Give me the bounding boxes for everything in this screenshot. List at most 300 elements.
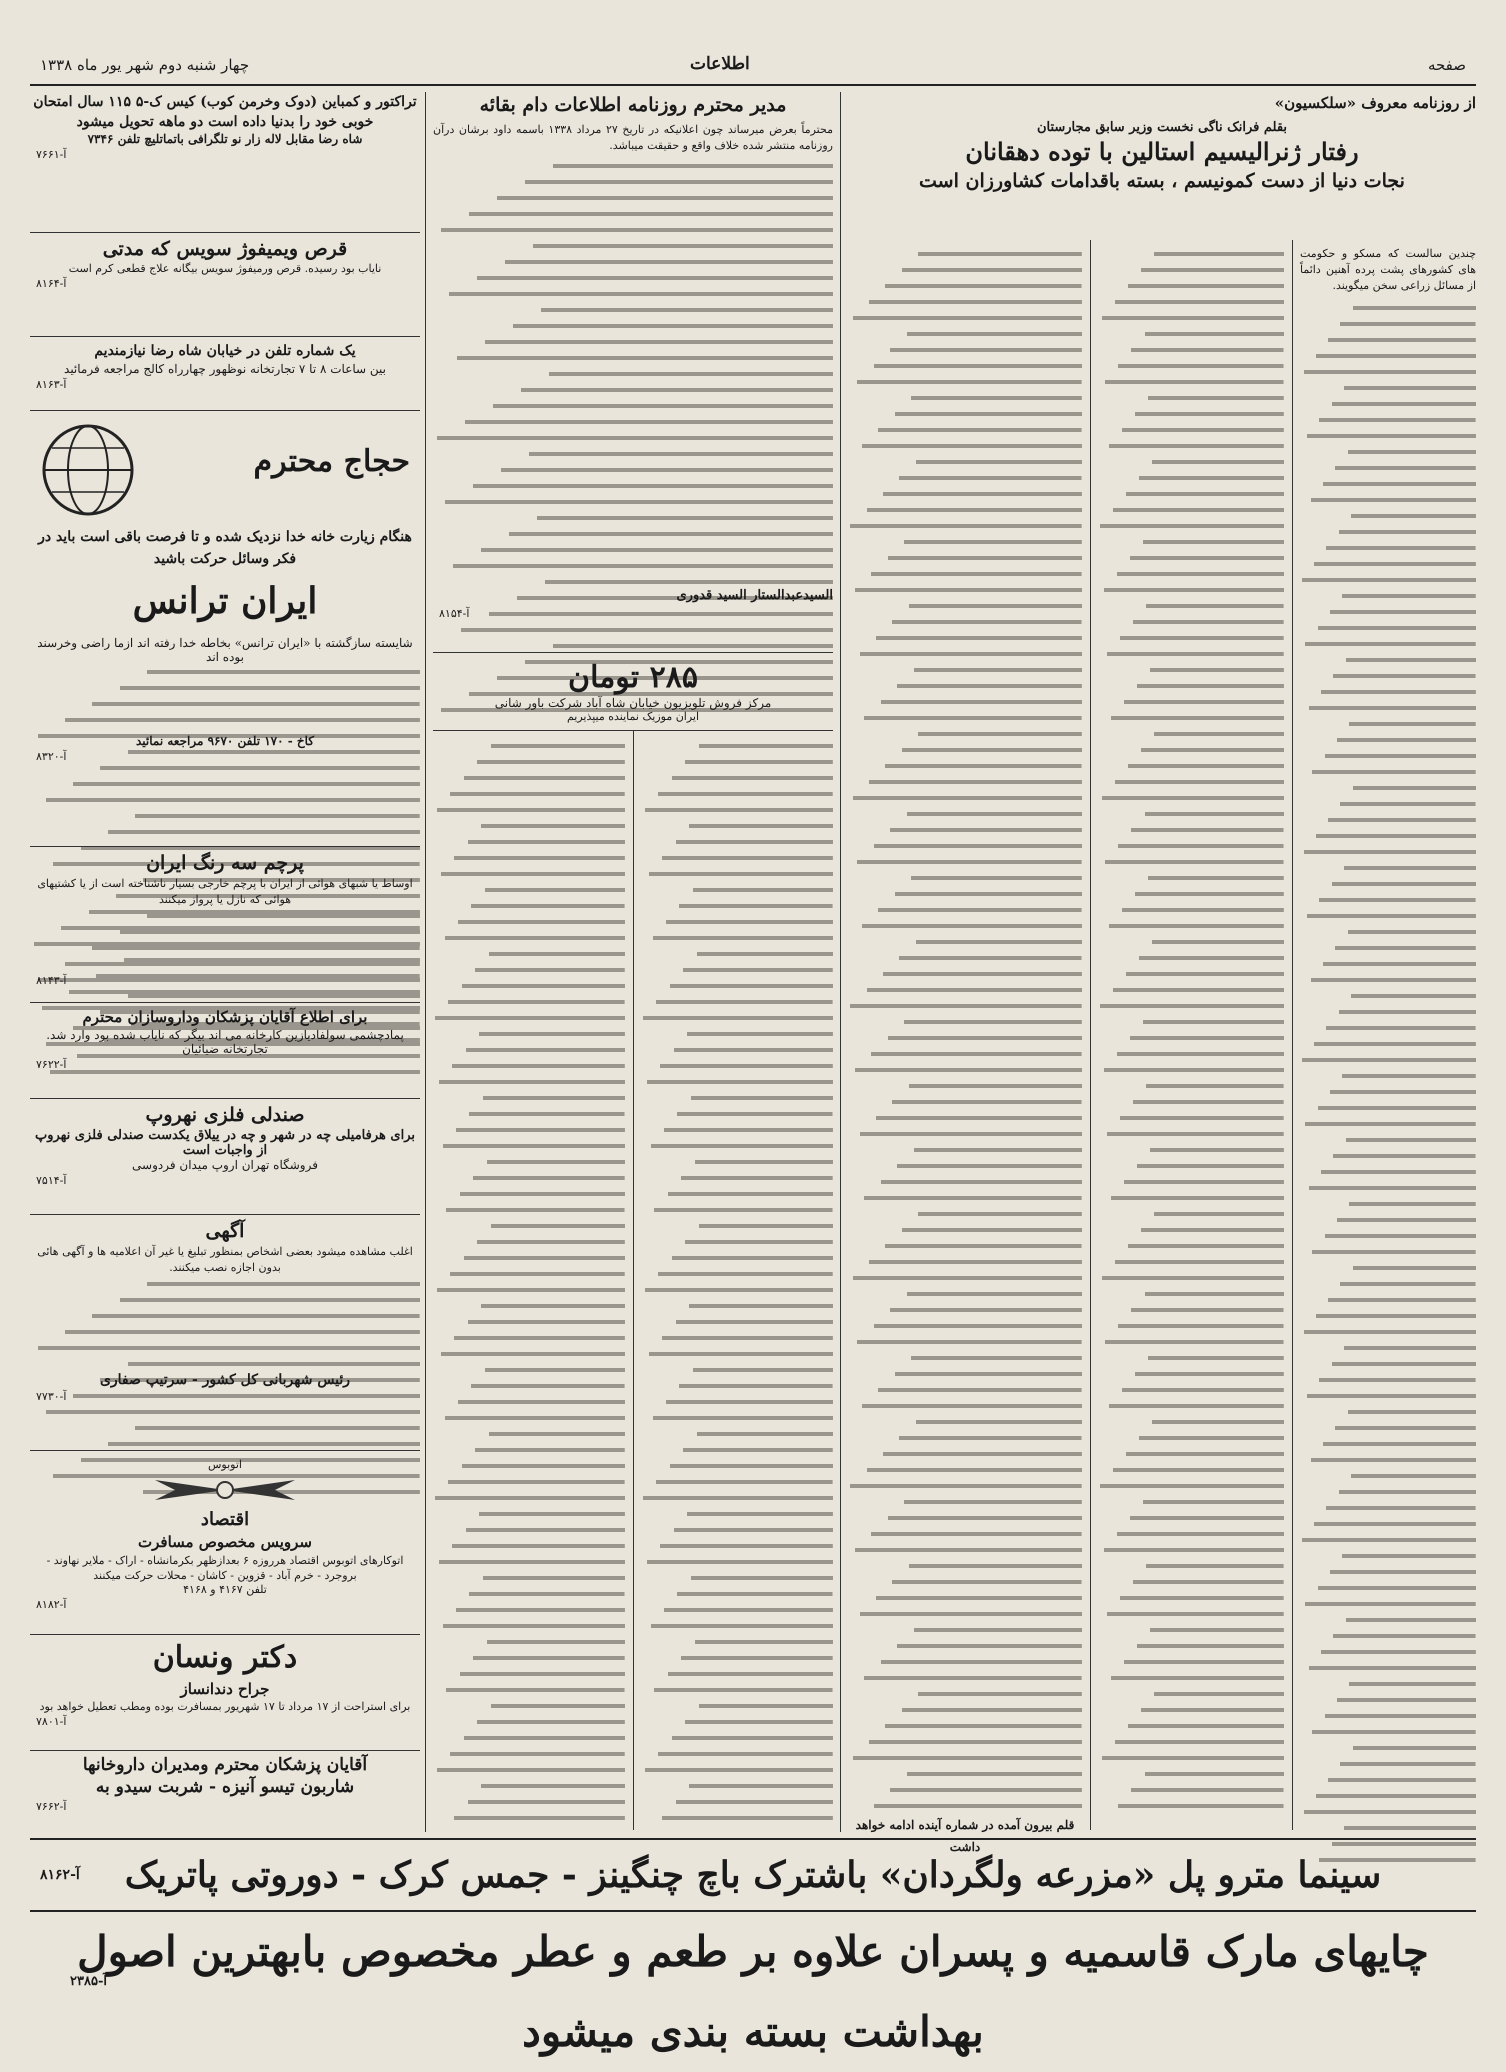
text-line — [433, 1634, 625, 1650]
text-line — [1098, 1078, 1284, 1094]
text-line — [1300, 1820, 1476, 1836]
text-line — [1098, 950, 1284, 966]
text-line — [1098, 742, 1284, 758]
text-line — [848, 790, 1082, 806]
text-line — [1300, 1292, 1476, 1308]
text-line — [848, 774, 1082, 790]
text-line — [848, 406, 1082, 422]
text-line — [1098, 1622, 1284, 1638]
text-line — [1098, 598, 1284, 614]
text-line — [848, 518, 1082, 534]
text-line — [433, 1010, 625, 1026]
text-line — [641, 1026, 833, 1042]
text-line — [1098, 1286, 1284, 1302]
text-line — [641, 1106, 833, 1122]
text-line — [1098, 1302, 1284, 1318]
text-line — [1098, 1126, 1284, 1142]
flag-text-lines — [30, 908, 420, 972]
pill-ad — [30, 236, 420, 336]
text-line — [848, 1766, 1082, 1782]
text-line — [1300, 1580, 1476, 1596]
text-line — [433, 446, 833, 462]
text-line — [1098, 726, 1284, 742]
text-line — [641, 850, 833, 866]
text-line — [1300, 492, 1476, 508]
text-line — [1098, 342, 1284, 358]
flag-ref: آ-۸۱۴۳ — [36, 974, 67, 987]
notice-text-lines — [30, 1276, 420, 1372]
text-line — [848, 838, 1082, 854]
text-line — [848, 742, 1082, 758]
text-line — [1098, 518, 1284, 534]
text-line — [433, 1074, 625, 1090]
text-line — [30, 696, 420, 712]
text-line — [1098, 902, 1284, 918]
syrup-text: شاربون تیسو آنیزه - شربت سیدو به — [95, 1777, 355, 1797]
text-line — [641, 914, 833, 930]
text-line — [848, 342, 1082, 358]
text-line — [1300, 1692, 1476, 1708]
text-line — [1098, 326, 1284, 342]
text-line — [1098, 1238, 1284, 1254]
hajj-subtitle: هنگام زیارت خانه خدا نزدیک شده و تا فرصت باقی است باید در فکر وسائل حرکت باشید — [38, 529, 412, 567]
cinema-ref: آ-۸۱۶۲ — [40, 1867, 80, 1883]
text-line — [1098, 1270, 1284, 1286]
text-line — [1300, 1660, 1476, 1676]
article-column-3 — [848, 246, 1082, 1854]
text-line — [1300, 1452, 1476, 1468]
text-line — [1300, 716, 1476, 732]
text-line — [641, 1490, 833, 1506]
text-line — [1098, 982, 1284, 998]
text-line — [1300, 348, 1476, 364]
dentist-title: دکتر ونسان — [152, 1640, 298, 1675]
text-line — [433, 238, 833, 254]
text-line — [848, 902, 1082, 918]
text-line — [848, 758, 1082, 774]
text-line — [1300, 396, 1476, 412]
text-line — [641, 1426, 833, 1442]
chairs-contact: فروشگاه تهران اروپ میدان فردوسی — [132, 1158, 318, 1172]
phone-ad — [30, 340, 420, 406]
text-line — [1300, 1468, 1476, 1484]
text-line — [433, 1474, 625, 1490]
article-text-lines — [1098, 246, 1284, 1814]
text-line — [1098, 1718, 1284, 1734]
text-line — [848, 310, 1082, 326]
section-rule — [30, 1002, 420, 1003]
text-line — [433, 1794, 625, 1810]
text-line — [1300, 556, 1476, 572]
text-line — [433, 1618, 625, 1634]
text-line — [641, 1778, 833, 1794]
text-line — [30, 940, 420, 956]
text-line — [1300, 1244, 1476, 1260]
text-line — [433, 1186, 625, 1202]
text-line — [1300, 1804, 1476, 1820]
syrup-ad — [30, 1754, 420, 1834]
text-line — [848, 1702, 1082, 1718]
text-line — [1300, 1260, 1476, 1276]
text-line — [641, 930, 833, 946]
text-line — [433, 478, 833, 494]
text-line — [433, 1666, 625, 1682]
flag-text: اوساط یا شبهای هوائی از ایران با پرچم خارجی بسیار ناشناخته است از یا کشتیهای هوائی که نازل یا پرواز میکنند — [37, 877, 413, 906]
text-line — [848, 1062, 1082, 1078]
text-line — [433, 366, 833, 382]
text-line — [1098, 1558, 1284, 1574]
text-line — [1098, 1430, 1284, 1446]
text-line — [1098, 1606, 1284, 1622]
text-line — [30, 1340, 420, 1356]
text-line — [848, 614, 1082, 630]
text-line — [1300, 1500, 1476, 1516]
text-line — [848, 934, 1082, 950]
text-line — [30, 1356, 420, 1372]
text-line — [641, 1346, 833, 1362]
text-line — [641, 1570, 833, 1586]
text-line — [1098, 790, 1284, 806]
text-line — [641, 1602, 833, 1618]
text-line — [641, 1378, 833, 1394]
text-line — [848, 422, 1082, 438]
text-line — [1300, 956, 1476, 972]
text-line — [848, 1638, 1082, 1654]
text-line — [433, 1154, 625, 1170]
text-line — [1300, 1180, 1476, 1196]
text-line — [641, 1538, 833, 1554]
text-line — [1300, 1564, 1476, 1580]
section-rule — [30, 1098, 420, 1099]
text-line — [1098, 358, 1284, 374]
section-rule — [30, 1750, 420, 1751]
text-line — [1098, 1782, 1284, 1798]
text-line — [641, 1634, 833, 1650]
text-line — [1300, 460, 1476, 476]
text-line — [848, 1670, 1082, 1686]
section-rule — [30, 232, 420, 233]
text-line — [1098, 918, 1284, 934]
text-line — [1300, 1116, 1476, 1132]
text-line — [433, 754, 625, 770]
section-rule — [30, 1634, 420, 1635]
text-line — [30, 664, 420, 680]
text-line — [433, 462, 833, 478]
text-line — [641, 1298, 833, 1314]
text-line — [848, 854, 1082, 870]
text-line — [1300, 652, 1476, 668]
text-line — [1098, 1318, 1284, 1334]
text-line — [1098, 998, 1284, 1014]
text-line — [1300, 1308, 1476, 1324]
text-line — [433, 1506, 625, 1522]
text-line — [848, 262, 1082, 278]
text-line — [848, 582, 1082, 598]
text-line — [1098, 1654, 1284, 1670]
text-line — [1098, 374, 1284, 390]
text-line — [641, 1250, 833, 1266]
text-line — [433, 994, 625, 1010]
text-line — [433, 1026, 625, 1042]
doctors-ref: آ-۷۶۲۲ — [36, 1058, 67, 1071]
text-line — [848, 1046, 1082, 1062]
hajj-phone: کاخ - ۱۷۰ تلفن ۹۶۷۰ مراجعه نمائید — [135, 734, 315, 748]
text-line — [641, 1234, 833, 1250]
text-line — [1098, 1174, 1284, 1190]
text-line — [1098, 1750, 1284, 1766]
text-line — [848, 1222, 1082, 1238]
text-line — [1300, 1788, 1476, 1804]
text-line — [1098, 1046, 1284, 1062]
text-line — [848, 550, 1082, 566]
text-line — [1300, 796, 1476, 812]
cinema-banner — [30, 1838, 1476, 1912]
section-rule — [30, 410, 420, 411]
text-line — [641, 1170, 833, 1186]
text-line — [433, 1378, 625, 1394]
text-line — [433, 1202, 625, 1218]
text-line — [433, 978, 625, 994]
text-line — [433, 930, 625, 946]
text-line — [848, 1622, 1082, 1638]
text-line — [433, 1346, 625, 1362]
tractor-text: تراکتور و کمباین (دوک وخرمن کوب) کیس ک-۵ ۱۱۵ سال امتحان خوبی خود را بدنیا داده است دو ماهه تحویل میشود — [33, 94, 417, 130]
travel-ref: آ-۸۱۸۲ — [36, 1598, 67, 1611]
text-line — [848, 1782, 1082, 1798]
text-line — [848, 822, 1082, 838]
text-line — [1098, 1206, 1284, 1222]
text-line — [848, 390, 1082, 406]
hajj-title: حجاج محترم — [253, 444, 410, 479]
text-line — [1300, 844, 1476, 860]
text-line — [433, 222, 833, 238]
text-line — [433, 190, 833, 206]
text-line — [433, 962, 625, 978]
text-line — [1098, 1094, 1284, 1110]
text-line — [1098, 550, 1284, 566]
text-line — [433, 350, 833, 366]
text-line — [641, 1506, 833, 1522]
text-line — [433, 1394, 625, 1410]
text-line — [1300, 1420, 1476, 1436]
doctors-title: برای اطلاع آقایان پزشکان وداروسازان محترم — [82, 1008, 368, 1026]
tractor-contact: شاه رضا مقابل لاله زار نو تلگرافی باتماتلیچ تلفن ۷۳۴۶ — [87, 132, 363, 146]
hajj-brand: ایران ترانس — [132, 580, 318, 622]
text-line — [1098, 1510, 1284, 1526]
text-line — [1098, 1766, 1284, 1782]
text-line — [641, 882, 833, 898]
text-line — [433, 494, 833, 510]
letter-signature: السیدعبدالستار السید قدوری — [676, 588, 833, 603]
tractor-ad — [30, 92, 420, 232]
text-line — [641, 1154, 833, 1170]
text-line — [848, 1430, 1082, 1446]
text-line — [1300, 1644, 1476, 1660]
text-line — [848, 1014, 1082, 1030]
text-line — [641, 738, 833, 754]
text-line — [1098, 678, 1284, 694]
text-line — [641, 1042, 833, 1058]
text-line — [641, 1554, 833, 1570]
text-line — [1300, 476, 1476, 492]
text-line — [1300, 1084, 1476, 1100]
text-line — [1300, 1132, 1476, 1148]
text-line — [641, 802, 833, 818]
text-line — [1300, 412, 1476, 428]
text-line — [433, 1490, 625, 1506]
tea-text: چایهای مارک قاسمیه و پسران علاوه بر طعم و عطر مخصوص بابهترین اصول بهداشت بسته بندی میشود — [77, 1927, 1429, 2056]
letter-column-a — [641, 738, 833, 1830]
article-byline: بقلم فرانک ناگی نخست وزیر سابق مجارستان — [1036, 120, 1288, 135]
text-line — [1098, 1590, 1284, 1606]
text-line — [641, 978, 833, 994]
text-line — [433, 1698, 625, 1714]
text-line — [1098, 1062, 1284, 1078]
text-line — [433, 1058, 625, 1074]
text-line — [1300, 812, 1476, 828]
text-line — [641, 754, 833, 770]
text-line — [641, 1522, 833, 1538]
hajj-text-lines — [30, 664, 420, 734]
text-line — [433, 1586, 625, 1602]
text-line — [848, 1574, 1082, 1590]
text-line — [30, 712, 420, 728]
text-line — [1098, 806, 1284, 822]
text-line — [1300, 1164, 1476, 1180]
text-line — [641, 1202, 833, 1218]
text-line — [1098, 1670, 1284, 1686]
text-line — [641, 1266, 833, 1282]
text-line — [1098, 534, 1284, 550]
text-line — [641, 1362, 833, 1378]
body-text-lines — [433, 738, 625, 1826]
text-line — [641, 866, 833, 882]
paper-name: اطلاعات — [690, 54, 750, 74]
article-text-lines — [1300, 300, 1476, 1868]
dentist-text: برای استراحت از ۱۷ مرداد تا ۱۷ شهریور بمسافرت بوده ومطب تعطیل خواهد بود — [39, 1700, 411, 1713]
text-line — [433, 1762, 625, 1778]
text-line — [848, 1270, 1082, 1286]
phone-title: یک شماره تلفن در خیابان شاه رضا نیازمندیم — [94, 343, 356, 359]
text-line — [433, 866, 625, 882]
text-line — [433, 898, 625, 914]
text-line — [1300, 1228, 1476, 1244]
text-line — [433, 1682, 625, 1698]
text-line — [641, 1314, 833, 1330]
text-line — [848, 1446, 1082, 1462]
text-line — [1300, 620, 1476, 636]
text-line — [848, 630, 1082, 646]
hajj-ref: آ-۸۳۲۰ — [36, 750, 67, 763]
text-line — [1098, 262, 1284, 278]
text-line — [1300, 892, 1476, 908]
letter-to-editor — [433, 92, 833, 652]
travel-phones: تلفن ۴۱۶۷ و ۴۱۶۸ — [183, 1583, 267, 1596]
text-line — [641, 1794, 833, 1810]
text-line — [1300, 732, 1476, 748]
text-line — [848, 1478, 1082, 1494]
text-line — [433, 802, 625, 818]
text-line — [1098, 486, 1284, 502]
text-line — [1300, 1212, 1476, 1228]
text-line — [641, 1714, 833, 1730]
text-line — [1098, 1638, 1284, 1654]
text-line — [1300, 1612, 1476, 1628]
section-rule — [30, 846, 420, 847]
text-line — [641, 1090, 833, 1106]
text-line — [848, 534, 1082, 550]
text-line — [30, 776, 420, 792]
text-line — [848, 358, 1082, 374]
text-line — [641, 1810, 833, 1826]
text-line — [1300, 364, 1476, 380]
text-line — [1300, 1404, 1476, 1420]
text-line — [1300, 876, 1476, 892]
text-line — [1098, 566, 1284, 582]
text-line — [848, 1174, 1082, 1190]
text-line — [433, 834, 625, 850]
price-ad-title: ۲۸۵ تومان — [568, 660, 698, 695]
text-line — [1300, 428, 1476, 444]
text-line — [848, 1110, 1082, 1126]
text-line — [641, 1058, 833, 1074]
text-line — [1098, 1446, 1284, 1462]
text-line — [433, 270, 833, 286]
text-line — [1098, 1110, 1284, 1126]
text-line — [433, 382, 833, 398]
text-line — [433, 1538, 625, 1554]
text-line — [641, 1442, 833, 1458]
syrup-title: آقایان پزشکان محترم ومدیران داروخانها — [82, 1755, 368, 1775]
text-line — [30, 1324, 420, 1340]
text-line — [1098, 870, 1284, 886]
text-line — [1300, 924, 1476, 940]
text-line — [433, 302, 833, 318]
pill-text: نایاب بود رسیده. قرص ورمیفوژ سویس بیگانه علاج قطعی کرم است — [68, 262, 382, 275]
text-line — [1300, 748, 1476, 764]
text-line — [641, 786, 833, 802]
letter-first-paragraph: محترماً بعرض میرساند چون اعلانیکه در تاریخ ۲۷ مرداد ۱۳۳۸ باسمه داود برشان درآن روزنامه منتشر شده خلاف واقع و حقیقت میباشد. — [433, 123, 833, 152]
text-line — [848, 1142, 1082, 1158]
text-line — [848, 1654, 1082, 1670]
chairs-ad — [30, 1102, 420, 1212]
text-line — [1300, 668, 1476, 684]
text-line — [848, 886, 1082, 902]
text-line — [30, 808, 420, 824]
notice-text: اغلب مشاهده میشود بعضی اشخاص بمنظور تبلیغ یا غیر آن اعلامیه ها و آگهی هائی بدون اجازه نصب میکنند. — [37, 1245, 413, 1274]
text-line — [1098, 1158, 1284, 1174]
text-line — [1098, 1542, 1284, 1558]
text-line — [433, 1250, 625, 1266]
text-line — [1098, 278, 1284, 294]
text-line — [1098, 1574, 1284, 1590]
text-line — [1098, 1462, 1284, 1478]
page-label: صفحه — [1427, 56, 1466, 74]
text-line — [433, 1330, 625, 1346]
text-line — [1300, 1052, 1476, 1068]
text-line — [641, 834, 833, 850]
text-line — [848, 374, 1082, 390]
text-line — [30, 824, 420, 840]
text-line — [433, 850, 625, 866]
text-line — [848, 678, 1082, 694]
text-line — [641, 994, 833, 1010]
text-line — [433, 1122, 625, 1138]
text-line — [1098, 614, 1284, 630]
text-line — [1300, 828, 1476, 844]
text-line — [433, 622, 833, 638]
article-source: از روزنامه معروف «سلکسیون» — [1274, 94, 1476, 112]
